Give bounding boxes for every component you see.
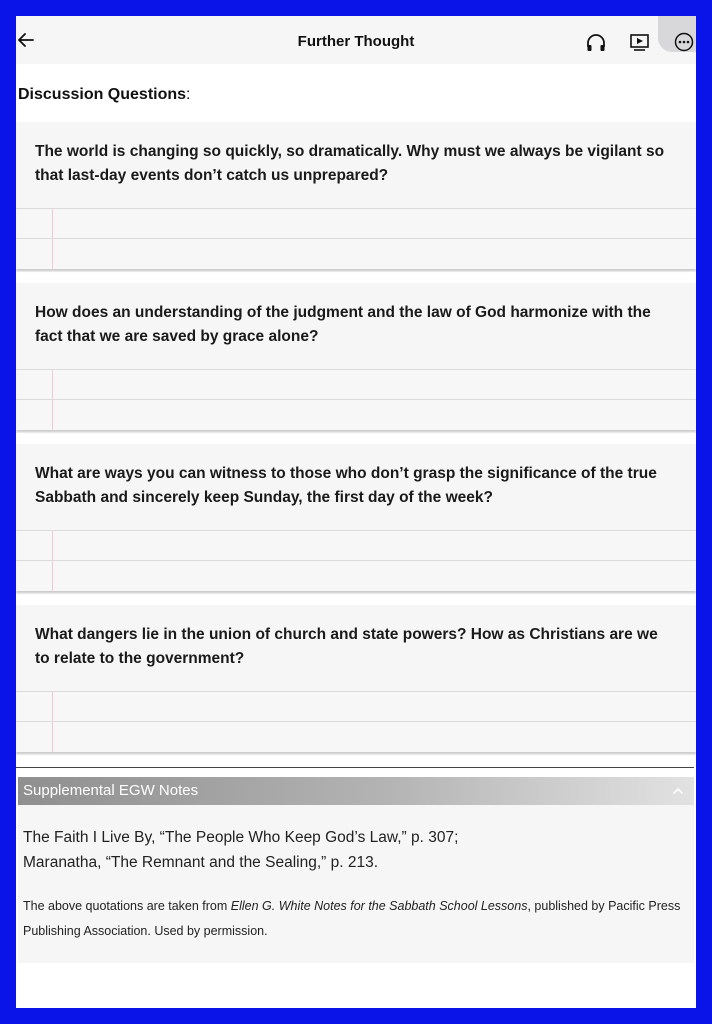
supplemental-title: Supplemental EGW Notes (23, 782, 199, 799)
question-card (16, 283, 696, 433)
question-card (16, 444, 696, 594)
question-text: How does an understanding of the judgment and the law of God harmonize with the fact that we are saved by grace alone? (35, 304, 651, 345)
divider (16, 767, 694, 768)
book-title: Ellen G. White Notes for the Sabbath School Lessons (230, 899, 528, 913)
question-card (16, 122, 696, 272)
ruled-line (16, 560, 696, 561)
margin-line (52, 692, 53, 752)
answer-area[interactable] (16, 691, 696, 752)
supplemental-body (18, 805, 694, 963)
margin-line (52, 370, 53, 430)
play-icon[interactable] (629, 31, 651, 53)
supplemental-header[interactable] (18, 777, 694, 805)
answer-area[interactable] (16, 208, 696, 269)
answer-area[interactable] (16, 369, 696, 430)
question-text: What dangers lie in the union of church and state powers? How as Christians are we to relate to the government? (35, 626, 658, 667)
ruled-line (16, 238, 696, 239)
reference-line: The Faith I Live By, “The People Who Keep God’s Law,” p. 307; (23, 829, 459, 846)
reference-line: Maranatha, “The Remnant and the Sealing,” p. 213. (23, 854, 378, 871)
more-icon[interactable] (674, 32, 694, 52)
margin-line (52, 531, 53, 591)
ruled-line (16, 721, 696, 722)
question-text: What are ways you can witness to those who don’t grasp the significance of the true Sabbath and sincerely keep Sunday, the first day of the week? (35, 465, 657, 506)
chevron-up-icon[interactable] (672, 785, 684, 797)
headphones-icon[interactable] (585, 32, 607, 54)
question-card (16, 605, 696, 755)
ruled-line (16, 399, 696, 400)
margin-line (52, 209, 53, 269)
answer-area[interactable] (16, 530, 696, 591)
question-text: The world is changing so quickly, so dramatically. Why must we always be vigilant so that last-day events don’t catch us unprepared? (35, 143, 665, 184)
credit-note: The above quotations are taken from Ellen G. White Notes for the Sabbath School Lessons, published by Pacific Press Publishing Association. Used by permission. (23, 899, 681, 938)
page-title: Further Thought (297, 33, 415, 50)
section-title: Discussion Questions: (18, 86, 191, 103)
app-frame (16, 16, 696, 1008)
top-bar (16, 16, 696, 64)
